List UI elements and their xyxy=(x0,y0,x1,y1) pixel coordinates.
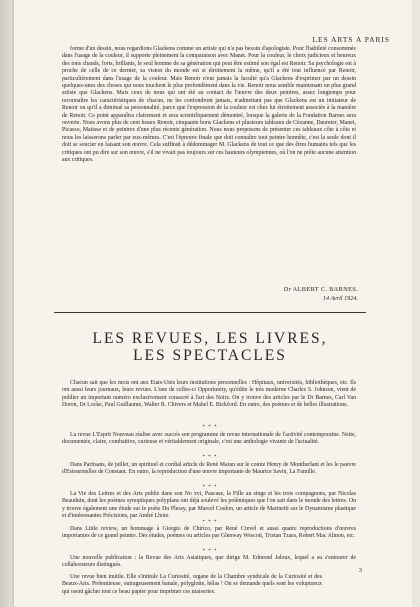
article-text: forme d'un dessin, nous regardions Glackens comme un artiste qui n'a pas besoin d'apologiste. Pour l'habileté consommée dans l'usage de la couleur, il supporte pleinement la comparaison avec Manet. Pour la couleur, le choix judicieux et heureux des tons chauds, forts, brillants, le seul homme de sa génération qui peut être estimé son égal est Renoir. Sa psychologie est à proche de celle de ce dernier, sa vision du monde est si étroitement la même, qu'il a été tout influencé par Renoir, particulièrement dans l'usage de la couleur. Mais Renoir n'eut jamais la faculté qu'a Glackens d'exprimer par un dessin quelques-unes des choses qui nous touchent le plus profondément dans la vie. Renoir nous semble maintenant un plus grand artiste que Glackens. Mais ceux de nous qui ont été au contact de l'œuvre des deux peintres, assez longtemps pour reconnaître les caractéristiques de chacun, ne les confondront jamais, n'admettant pas que Glackens est un imitateur de Renoir ou qu'il a diminué sa personnalité, parce que l'expression de la couleur est chez lui étroitement associée à la manière de Renoir. Ce point apparaîtra clairement et sera scientifiquement démontré, lorsque la galerie de la Fondation Barnes sera ouverte. Nous avons plus de cent beaux Renoir, cinquante bons Glackens et plusieurs tableaux de Cézanne, Daumier, Manet, Picasso, Matisse et de peintres d'une plus récente génération. Nous nous proposons de présenter ces tableaux côte à côte et nous les laisserons parler par eux-mêmes. C'est l'épreuve finale que doit connaître tout peintre honnête, c'est la seule dont il doit se soucier en faisant son œuvre. Cela suffirait à dédommager M. Glackens de tout ce que des êtres humains tels que les critiques ont pu dire sur son œuvre, s'il ne vivait pas toujours sur ces hauteurs olympiennes, où l'on ne prête aucune attention aux critiques. xyxy=(62,46,356,164)
review-paragraph-1: Chacun sait que les mois ont aux Etats-Unis leurs institutions personnelles : Hôpitaux, universités, bibliothèques, etc. Ils ont aussi leurs journaux, leurs revues. L'une de celles-ci Opportunity, qu'édite le très moderne Charles S. Johnson, vient de publier un important numéro exclusivement consacré à l'art des Noirs. On y trouve des articles par le Dr Barnes, Carl Van Doren, Dr Locke, Paul Guillaume, Walter R. Chivers et Mabel E. Bickford. En outre, des poèmes et de belles illustrations. xyxy=(62,380,356,409)
section-title-line1: LES REVUES, LES LIVRES, xyxy=(92,330,328,347)
review-paragraph-4: La Vie des Lettres et des Arts publie dans son No xvi, Pascase, la Fille au singe et les trois compagnons, par Nicolas Beauduin, dont les poèmes synoptiques polyplans ont déjà soulevé les polémiques que l'on sait dans le monde des lettres. On y trouve également une étude sur le poète Du Plessy, par Marcel Coulon, un article de Marinetti sur le Dynamisme plastique et d'intéressantes Précisions, par André Lhote. xyxy=(62,491,356,520)
page-number: 3 xyxy=(358,567,362,574)
author-signature: Dr ALBERT C. BARNES. xyxy=(283,286,358,293)
separator-stars: * * * xyxy=(202,520,218,525)
review-paragraph-5: Dans Little review, un hommage à Giorgio de Chirico, par René Crevel et aussi quatre reproductions d'œuvres importantes de ce grand peintre. Des études, poèmes ou articles par Glenway Wescott, Tristan Tzara, Robert Mac Almon, etc. xyxy=(62,526,356,540)
article-date: 14 Avril 1924. xyxy=(322,295,358,302)
review-paragraph-7: Une revue bien inutile. Elle s'intitule La Curiosité, organe de la Chambre syndicale de la Curiosité et des Beaux-Arts. Prétentieuse, outrageusement banale, polyglotte, hélas ! On se demande quels sont les voluptueux qui osent gâcher tout ce beau papier pour imprimer ces niaiseries. xyxy=(62,574,322,595)
review-paragraph-2: La revue L'Esprit Nouveau réalise avec succès son programme de revue internationale de l'activité contemporaine. Nette, documentée, claire, combattive, curieuse et véritablement originale, c'est une anthologie vivante de l'actualité. xyxy=(62,432,356,446)
separator-stars: * * * xyxy=(202,485,218,490)
binding-edge xyxy=(0,0,14,607)
section-title-line2: LES SPECTACLES xyxy=(133,347,287,364)
separator-stars: * * * xyxy=(202,455,218,460)
separator-stars: * * * xyxy=(202,425,218,430)
section-divider xyxy=(54,312,366,313)
review-paragraph-3: Dans Partisans, de juillet, un spirituel et cordial article de René Maran sur le comte Henry de Montherlant et les le pauvre d'Estourmelles de Constant. En outre, la reproduction d'une œuvre importante de Maurice Savin, La Famille. xyxy=(62,462,356,476)
running-head: LES ARTS A PARIS xyxy=(312,35,390,44)
review-paragraph-6: Une nouvelle publication : la Revue des Arts Asiatiques, que dirige M. Edmond Jaloux, lequel a su s'entourer de collaborateurs distingués. xyxy=(62,555,356,569)
separator-stars: * * * xyxy=(202,549,218,554)
